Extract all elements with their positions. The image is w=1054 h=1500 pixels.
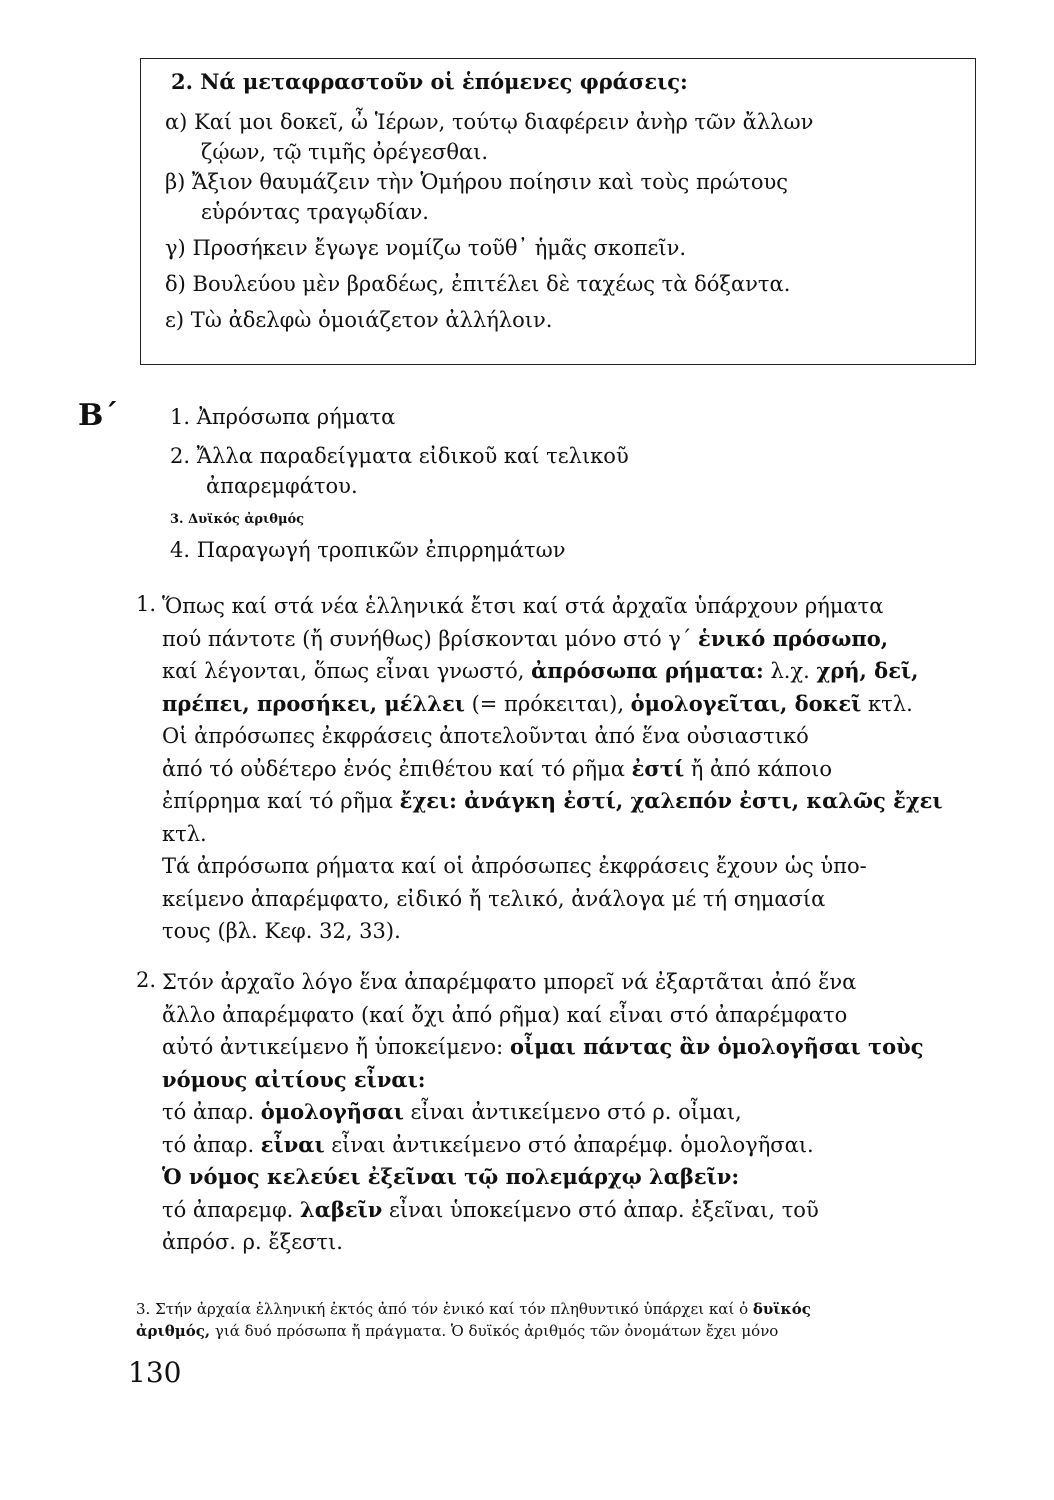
item-label: γ) <box>165 236 186 260</box>
text-line: ἀριθμός, γιά δυό πρόσωπα ἤ πράγματα. Ὁ δυϊκός ἀριθμός τῶν ὀνομάτων ἔχει μόνο <box>136 1322 779 1340</box>
text-line: τό ἀπαρεμφ. λαβεῖν εἶναι ὑποκείμενο στό ἀπαρ. ἐξεῖναι, τοῦ <box>162 1196 819 1222</box>
text-line: ἀπρόσ. ρ. ἔξεστι. <box>162 1230 343 1254</box>
text-line: 3. Στήν ἀρχαία ἑλληνική ἐκτός ἀπό τόν ἑνικό καί τόν πληθυντικό ὑπάρχει καί ὁ δυϊκός <box>136 1300 811 1318</box>
item-text-cont: εὑρόντας τραγῳδίαν. <box>201 200 429 224</box>
item-text: Ἄξιον θαυμάζειν τὴν Ὁμήρου ποίησιν καὶ τοὺς πρώτους <box>192 170 789 194</box>
item-text: Προσήκειν ἔγωγε νομίζω τοῦθ᾽ ἡμᾶς σκοπεῖν. <box>192 236 687 260</box>
item-label: α) <box>165 110 188 134</box>
text-line: ἐπίρρημα καί τό ρῆμα ἔχει: ἀνάγκη ἐστί, χαλεπόν ἐστι, καλῶς ἔχει <box>162 788 943 813</box>
text-line: τό ἀπαρ. ὁμολογῆσαι εἶναι ἀντικείμενο στό ρ. οἶμαι, <box>162 1099 742 1124</box>
item-label: β) <box>165 170 186 194</box>
page-number: 130 <box>128 1356 182 1389</box>
text-line: αὐτό ἀντικείμενο ἤ ὑποκείμενο: οἶμαι πάντας ἂν ὁμολογῆσαι τοὺς <box>162 1034 924 1059</box>
text-line: Ὁ νόμος κελεύει ἐξεῖναι τῷ πολεμάρχῳ λαβεῖν: <box>162 1164 740 1189</box>
para-3-number: 3. <box>136 1300 151 1318</box>
text-line: Στόν ἀρχαῖο λόγο ἕνα ἀπαρέμφατο μπορεῖ νά ἐξαρτᾶται ἀπό ἕνα <box>162 970 857 994</box>
text-line: Τά ἀπρόσωπα ρήματα καί οἱ ἀπρόσωπες ἐκφράσεις ἔχουν ὡς ὑπο- <box>162 854 867 878</box>
item-text: Καί μοι δοκεῖ, ὦ Ἱέρων, τούτῳ διαφέρειν ἀνὴρ τῶν ἄλλων <box>194 110 814 134</box>
exercise-item-a <box>165 107 965 167</box>
item-text: Βουλεύου μὲν βραδέως, ἐπιτέλει δὲ ταχέως τὰ δόξαντα. <box>192 272 791 296</box>
exercise-item-b <box>165 167 965 227</box>
item-label: ε) <box>165 308 185 332</box>
text-line: Ὅπως καί στά νέα ἑλληνικά ἔτσι καί στά ἀρχαῖα ὑπάρχουν ρήματα <box>162 594 884 618</box>
paragraph-3 <box>136 1298 976 1342</box>
toc-item-2: 2. Ἄλλα παραδείγματα εἰδικοῦ καί τελικοῦ <box>170 444 629 468</box>
para-1-number: 1. <box>136 592 157 616</box>
text-line: νόμους αἰτίους εἶναι: <box>162 1066 426 1092</box>
exercise-item-d <box>165 269 965 299</box>
exercise-item-c <box>165 233 965 263</box>
text-line: ἄλλο ἀπαρέμφατο (καί ὄχι ἀπό ρῆμα) καί εἶναι στό ἀπαρέμφατο <box>162 1002 848 1027</box>
section-mark: Β΄ <box>78 398 119 433</box>
text-line: ἀπό τό οὐδέτερο ἑνός ἐπιθέτου καί τό ρῆμα ἐστί ἤ ἀπό κάποιο <box>162 755 832 781</box>
exercise-box <box>140 58 976 365</box>
toc-item-4: 4. Παραγωγή τροπικῶν ἐπιρρημάτων <box>170 538 566 562</box>
text-line: κτλ. <box>162 821 207 846</box>
item-text: Τὼ ἀδελφὼ ὁμοιάζετον ἀλλήλοιν. <box>190 308 553 332</box>
paragraph-1 <box>162 590 972 948</box>
text-line: πρέπει, προσήκει, μέλλει (= πρόκειται), ὁμολογεῖται, δοκεῖ κτλ. <box>162 690 913 716</box>
item-label: δ) <box>165 272 186 296</box>
text-line: τό ἀπαρ. εἶναι εἶναι ἀντικείμενο στό ἀπαρέμφ. ὁμολογῆσαι. <box>162 1131 814 1157</box>
text-line: κείμενο ἀπαρέμφατο, εἰδικό ἤ τελικό, ἀνάλογα μέ τή σημασία <box>162 886 826 911</box>
toc-item-3: 3. Δυϊκός ἀριθμός <box>170 512 305 527</box>
exercise-title: 2. Νά μεταφραστοῦν οἱ ἑπόμενες φράσεις: <box>171 69 688 94</box>
item-text-cont: ζῴων, τῷ τιμῆς ὀρέγεσθαι. <box>201 140 489 164</box>
paragraph-2 <box>162 966 972 1259</box>
toc-item-1: 1. Ἀπρόσωπα ρήματα <box>170 405 396 429</box>
toc-item-2-cont: ἀπαρεμφάτου. <box>206 474 358 498</box>
text-line: Οἱ ἀπρόσωπες ἐκφράσεις ἀποτελοῦνται ἀπό ἕνα οὐσιαστικό <box>162 724 809 748</box>
text-line: καί λέγονται, ὅπως εἶναι γνωστό, ἀπρόσωπα ρήματα: λ.χ. χρή, δεῖ, <box>162 658 919 683</box>
exercise-item-e <box>165 305 965 335</box>
text-line: πού πάντοτε (ἤ συνήθως) βρίσκονται μόνο στό γ΄ ἑνικό πρόσωπο, <box>162 625 889 651</box>
text-line: τους (βλ. Κεφ. 32, 33). <box>162 919 401 943</box>
para-2-number: 2. <box>136 968 157 992</box>
